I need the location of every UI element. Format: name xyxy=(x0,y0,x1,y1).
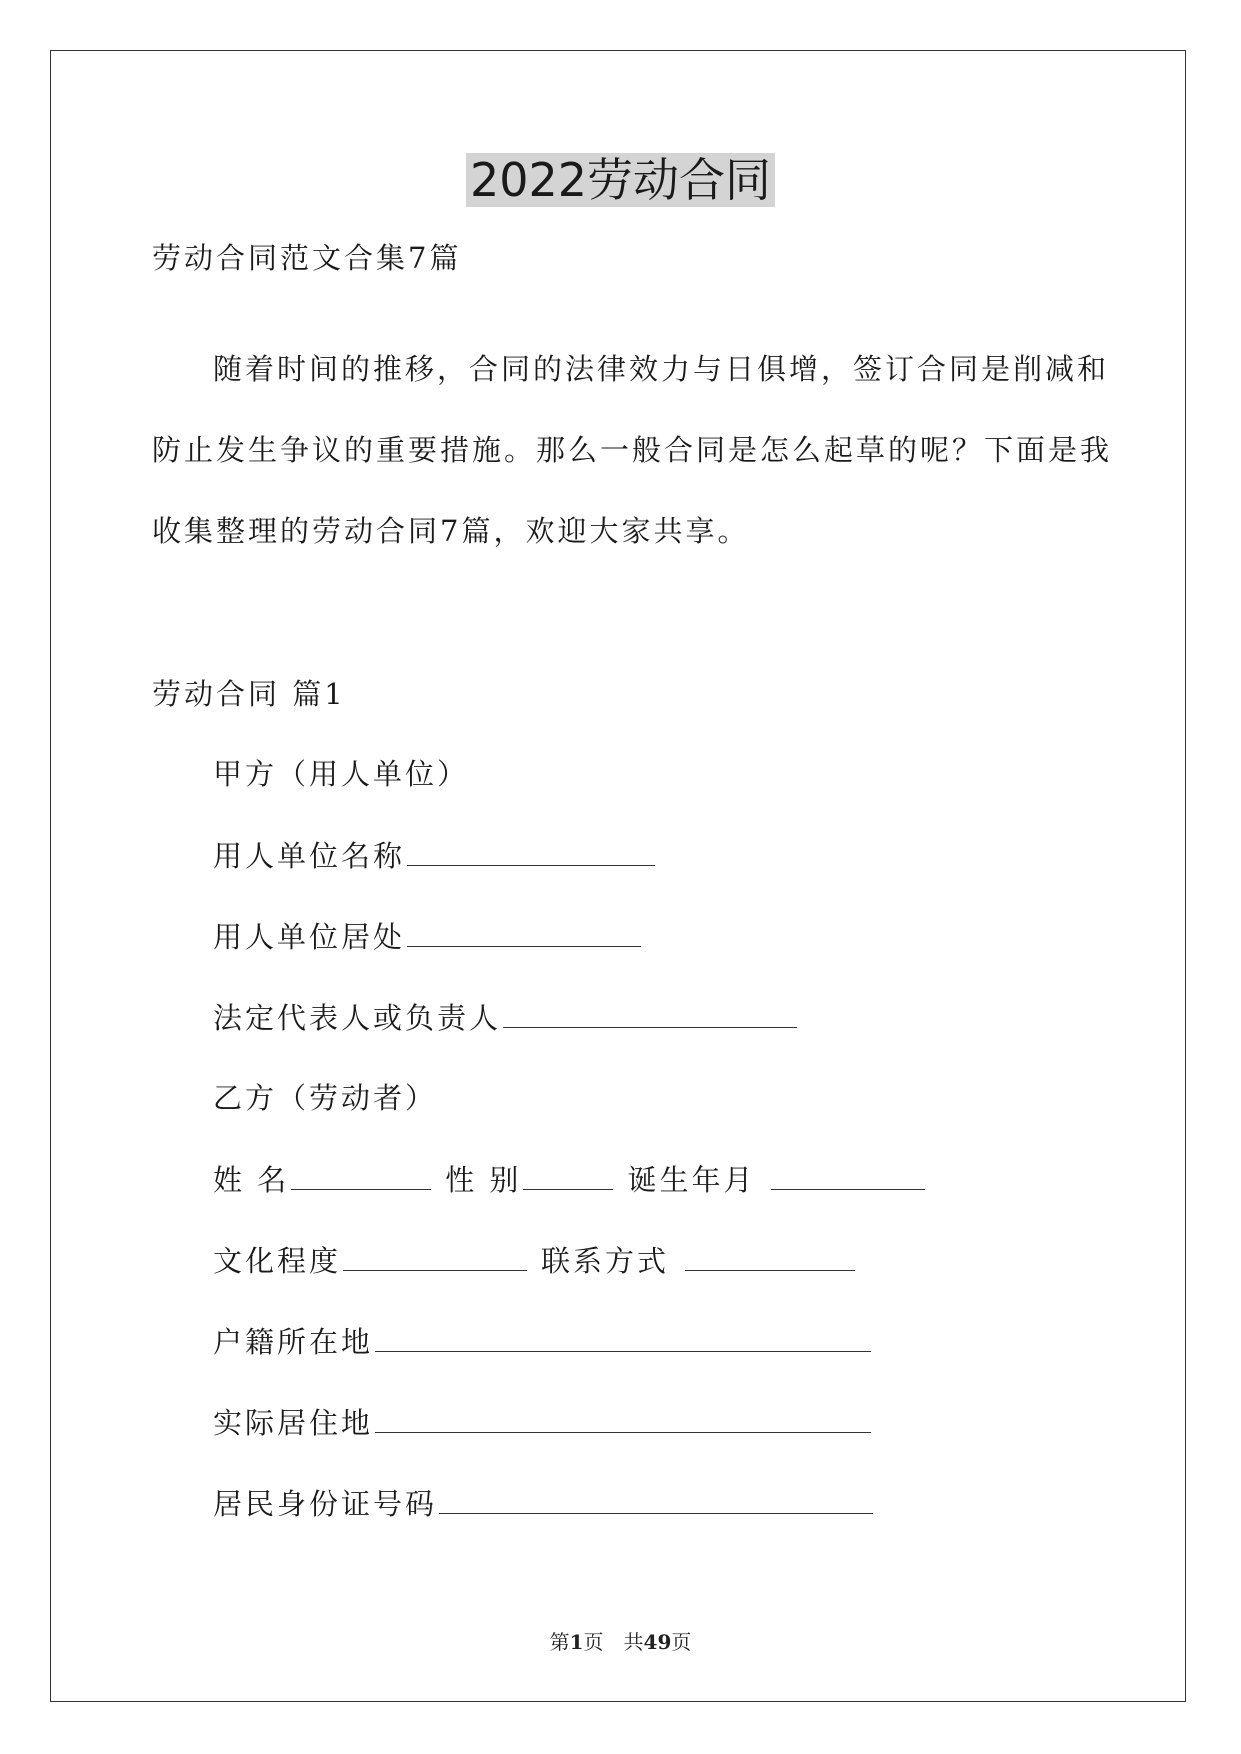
page-footer xyxy=(0,1628,1241,1656)
subtitle: 劳动合同范文合集7篇 xyxy=(152,241,462,275)
document-title-text: 2022劳动合同 xyxy=(466,153,775,207)
worker-name-blank[interactable] xyxy=(291,1159,431,1190)
worker-name-label: 姓 名 xyxy=(213,1163,290,1197)
intro-line-1: 随着时间的推移，合同的法律效力与日俱增，签订合同是削减和 xyxy=(213,352,1110,386)
household-row xyxy=(213,1321,871,1362)
education-label: 文化程度 xyxy=(213,1244,342,1278)
id-number-row xyxy=(213,1483,873,1524)
education-contact-row xyxy=(213,1240,855,1281)
footer-page-prefix: 第 xyxy=(549,1630,570,1654)
gender-blank[interactable] xyxy=(523,1159,613,1190)
employer-name-row xyxy=(213,835,655,876)
section-heading: 劳动合同 篇1 xyxy=(152,677,346,711)
footer-page-suffix: 页 xyxy=(671,1630,692,1654)
employer-name-blank[interactable] xyxy=(407,835,655,866)
employer-address-blank[interactable] xyxy=(407,916,641,947)
id-number-label: 居民身份证号码 xyxy=(213,1487,438,1521)
gender-label: 性 别 xyxy=(445,1163,522,1197)
party-a-heading: 甲方（用人单位） xyxy=(213,757,470,791)
intro-line-3: 收集整理的劳动合同7篇，欢迎大家共享。 xyxy=(152,514,750,548)
personal-info-row xyxy=(213,1159,925,1200)
footer-page-mid: 页 共 xyxy=(583,1630,644,1654)
footer-total-pages: 49 xyxy=(643,1630,672,1654)
birth-blank[interactable] xyxy=(771,1159,925,1190)
party-b-heading: 乙方（劳动者） xyxy=(213,1081,438,1115)
page-border xyxy=(50,50,1186,1702)
contact-label: 联系方式 xyxy=(541,1244,670,1278)
contact-blank[interactable] xyxy=(685,1240,855,1271)
household-blank[interactable] xyxy=(375,1321,871,1352)
employer-name-label: 用人单位名称 xyxy=(213,839,406,873)
education-blank[interactable] xyxy=(343,1240,527,1271)
legal-rep-blank[interactable] xyxy=(503,997,797,1028)
birth-label: 诞生年月 xyxy=(627,1163,756,1197)
residence-row xyxy=(213,1402,871,1443)
employer-address-label: 用人单位居处 xyxy=(213,920,406,954)
footer-page-number: 1 xyxy=(569,1630,584,1654)
residence-blank[interactable] xyxy=(375,1402,871,1433)
intro-line-2: 防止发生争议的重要措施。那么一般合同是怎么起草的呢？下面是我 xyxy=(152,433,1113,467)
id-number-blank[interactable] xyxy=(439,1483,873,1514)
household-label: 户籍所在地 xyxy=(213,1325,374,1359)
legal-rep-label: 法定代表人或负责人 xyxy=(213,1001,502,1035)
residence-label: 实际居住地 xyxy=(213,1406,374,1440)
document-title xyxy=(0,150,1241,210)
legal-rep-row xyxy=(213,997,797,1038)
employer-address-row xyxy=(213,916,641,957)
